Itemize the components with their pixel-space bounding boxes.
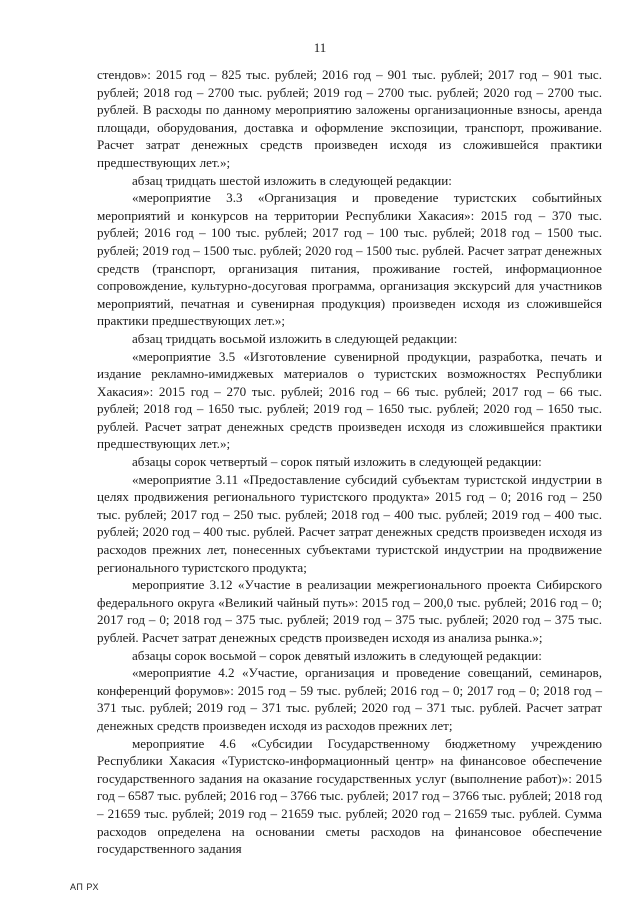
paragraph-amendment-38: абзац тридцать восьмой изложить в следующей редакции: bbox=[132, 330, 458, 346]
paragraph-measure-4-2: «мероприятие 4.2 «Участие, организация и проведение совещаний, семинаров, конференций форумов»: 2015 год – 59 тыс. рублей; 2016 год – 0; 2017 год – 0; 2018 год – 371 тыс. рублей; 2019 год – 371 тыс. рублей; 2020 год – 371 тыс. рублей. Расчет затрат денежных средств произведен исходя из расходов прежних лет; bbox=[97, 665, 602, 733]
paragraph-measure-4-6: мероприятие 4.6 «Субсидии Государственному бюджетному учреждению Республики Хакасия «Туристско-информационный центр» на финансовое обеспечение государственного задания на оказание государственных услуг (выполнение работ)»: 2015 год – 6587 тыс. рублей; 2016 год – 3766 тыс. рублей; 2017 год – 3766 тыс. рублей; 2018 год – 21659 тыс. рублей; 2019 год – 21659 тыс. рублей; 2020 год – 21659 тыс. рублей. Сумма расходов определена на основании сметы расходов на финансовое обеспечение государственного задания bbox=[97, 735, 602, 857]
paragraph-measure-3-5: «мероприятие 3.5 «Изготовление сувенирной продукции, разработка, печать и издание рекламно-имиджевых материалов о туристских возможностях Республики Хакасия»: 2015 год – 270 тыс. рублей; 2016 год – 66 тыс. рублей; 2017 год – 66 тыс. рублей; 2018 год – 1650 тыс. рублей; 2019 год – 1650 тыс. рублей; 2020 год – 1650 тыс. рублей. Расчет затрат денежных средств произведен исходя из сложившейся практики предшествующих лет.»; bbox=[97, 348, 602, 452]
paragraph-measure-3-3: «мероприятие 3.3 «Организация и проведение туристских событийных мероприятий и конкурсов на территории Республики Хакасия»: 2015 год – 370 тыс. рублей; 2016 год – 100 тыс. рублей; 2017 год – 100 тыс. рублей; 2018 год – 1500 тыс. рублей; 2019 год – 1500 тыс. рублей; 2020 год – 1500 тыс. рублей. Расчет затрат денежных средств (транспорт, организация питания, проживание гостей, информационное сопровождение, культурно-досуговая программа, организация экскурсий для участников мероприятий, печатная и сувенирная продукция) произведен исходя из сложившейся практики предшествующих лет.»; bbox=[97, 190, 602, 329]
document-body bbox=[97, 66, 602, 858]
paragraph-amendment-36: абзац тридцать шестой изложить в следующей редакции: bbox=[132, 172, 452, 188]
footer-mark: АП РХ bbox=[70, 882, 99, 892]
paragraph-amendment-44-45: абзацы сорок четвертый – сорок пятый изложить в следующей редакции: bbox=[132, 454, 542, 470]
paragraph-measure-3-12: мероприятие 3.12 «Участие в реализации межрегионального проекта Сибирского федерального округа «Великий чайный путь»: 2015 год – 200,0 тыс. рублей; 2016 год – 0; 2017 год – 0; 2018 год – 375 тыс. рублей; 2019 год – 375 тыс. рублей; 2020 год – 375 тыс. рублей. Расчет затрат денежных средств произведен исходя из анализа рынка.»; bbox=[97, 577, 602, 645]
paragraph-amendment-48-49: абзацы сорок восьмой – сорок девятый изложить в следующей редакции: bbox=[132, 647, 542, 663]
page-number: 11 bbox=[313, 40, 327, 55]
paragraph-continuation: стендов»: 2015 год – 825 тыс. рублей; 2016 год – 901 тыс. рублей; 2017 год – 901 тыс. рублей; 2018 год – 2700 тыс. рублей; 2019 год – 2700 тыс. рублей; 2020 год – 2700 тыс. рублей. В расходы по данному мероприятию заложены организационные взносы, аренда площади, оборудования, доставка и оформление экспозиции, транспорт, проживание. Расчет затрат денежных средств произведен исходя из сложившейся практики предшествующих лет.»; bbox=[97, 67, 602, 170]
paragraph-measure-3-11: «мероприятие 3.11 «Предоставление субсидий субъектам туристской индустрии в целях продвижения регионального туристского продукта» 2015 год – 0; 2016 год – 250 тыс. рублей; 2017 год – 250 тыс. рублей; 2018 год – 400 тыс. рублей; 2019 год – 400 тыс. рублей; 2020 год – 400 тыс. рублей. Расчет затрат денежных средств произведен исходя из расходов прежних лет, понесенных субъектами туристской индустрии на продвижение регионального туристского продукта; bbox=[97, 471, 602, 575]
